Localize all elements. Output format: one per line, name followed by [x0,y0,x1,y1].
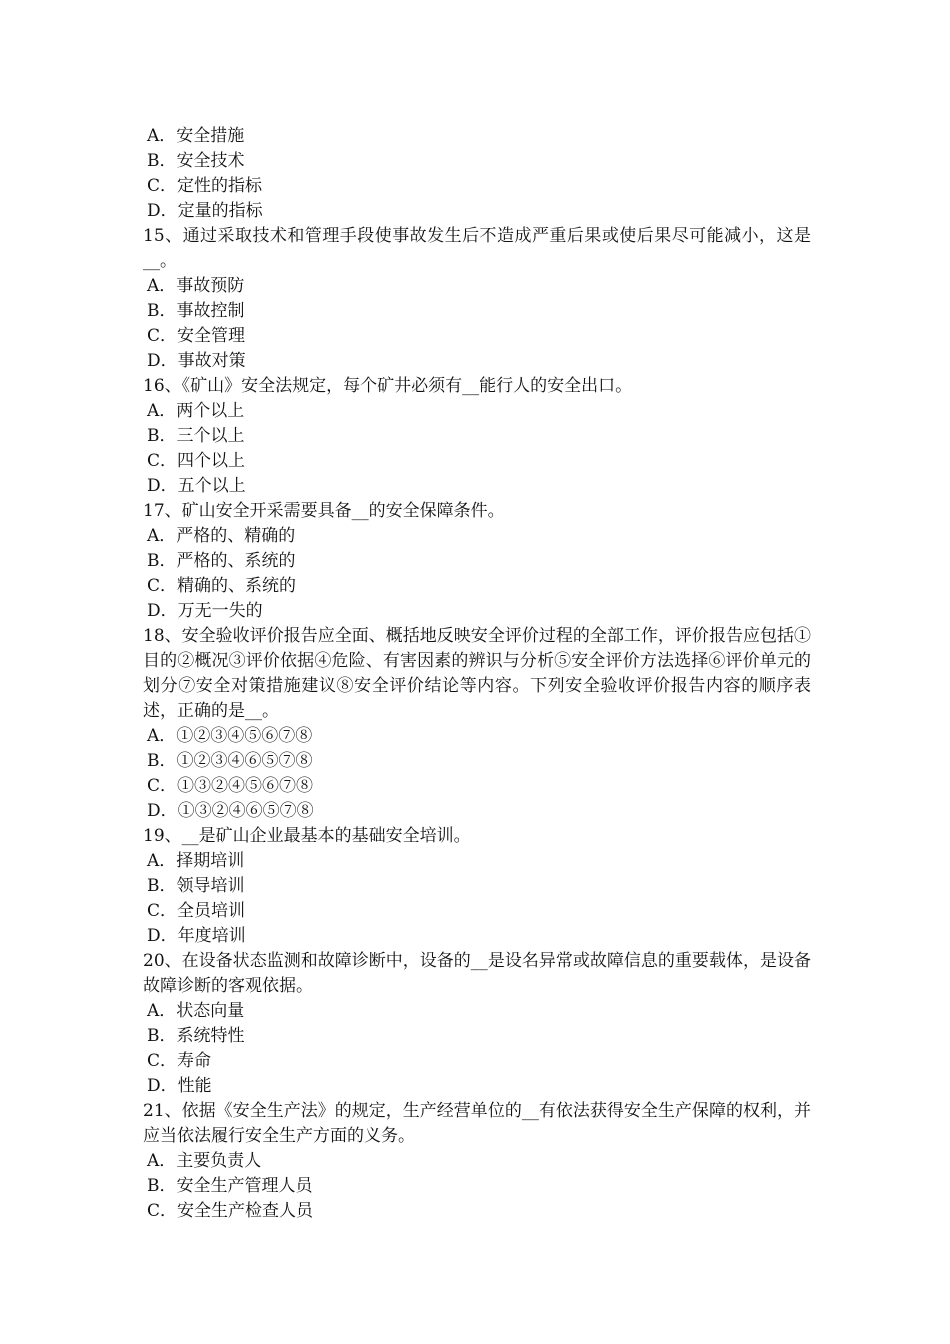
answer-option: C．安全管理 [147,326,246,346]
answer-option: B．安全生产管理人员 [147,1176,313,1196]
answer-option: C．①③②④⑤⑥⑦⑧ [147,776,314,796]
question-text: 16、《矿山》安全法规定，每个矿井必须有__能行人的安全出口。 [143,376,633,396]
answer-option: A．事故预防 [147,276,245,296]
answer-option: B．事故控制 [147,301,245,321]
answer-option: C．精确的、系统的 [147,576,297,596]
answer-option: B．严格的、系统的 [147,551,296,571]
answer-option: B．系统特性 [147,1026,245,1046]
question-text: 18、安全验收评价报告应全面、概括地反映安全评价过程的全部工作，评价报告应包括①目的②概况③评价依据④危险、有害因素的辨识与分析⑤安全评价方法选择⑥评价单元的划分⑦安全对策措施建议⑧安全评价结论等内容。下列安全验收评价报告内容的顺序表述，正确的是__。 [143,626,811,721]
answer-option: A．严格的、精确的 [147,526,296,546]
question-text: 17、矿山安全开采需要具备__的安全保障条件。 [143,501,505,521]
answer-option: C．定性的指标 [147,176,263,196]
answer-option: D．①③②④⑥⑤⑦⑧ [147,801,314,821]
answer-option: C．四个以上 [147,451,246,471]
answer-option: A．主要负责人 [147,1151,262,1171]
answer-option: B．领导培训 [147,876,245,896]
question-text: 19、__是矿山企业最基本的基础安全培训。 [143,826,471,846]
answer-option: B．①②③④⑥⑤⑦⑧ [147,751,313,771]
answer-option: A．状态向量 [147,1001,245,1021]
answer-option: D．年度培训 [147,926,246,946]
question-text: 20、在设备状态监测和故障诊断中，设备的__是设名异常或故障信息的重要载体，是设备故障诊断的客观依据。 [143,951,811,996]
answer-option: B．三个以上 [147,426,245,446]
answer-option: D．万无一失的 [147,601,263,621]
question-text: 21、依据《安全生产法》的规定，生产经营单位的__有依法获得安全生产保障的权利，并应当依法履行安全生产方面的义务。 [143,1101,811,1146]
answer-option: B．安全技术 [147,151,245,171]
answer-option: C．全员培训 [147,901,246,921]
question-text: 15、通过采取技术和管理手段使事故发生后不造成严重后果或使后果尽可能减小，这是__。 [143,226,811,271]
answer-option: C．寿命 [147,1051,212,1071]
answer-option: D．定量的指标 [147,201,263,221]
answer-option: C．安全生产检查人员 [147,1201,314,1221]
answer-option: D．事故对策 [147,351,246,371]
answer-option: A．择期培训 [147,851,245,871]
answer-option: A．安全措施 [147,126,245,146]
answer-option: D．性能 [147,1076,212,1096]
answer-option: D．五个以上 [147,476,246,496]
document-body [143,124,811,1224]
answer-option: A．两个以上 [147,401,245,421]
answer-option: A．①②③④⑤⑥⑦⑧ [147,726,313,746]
